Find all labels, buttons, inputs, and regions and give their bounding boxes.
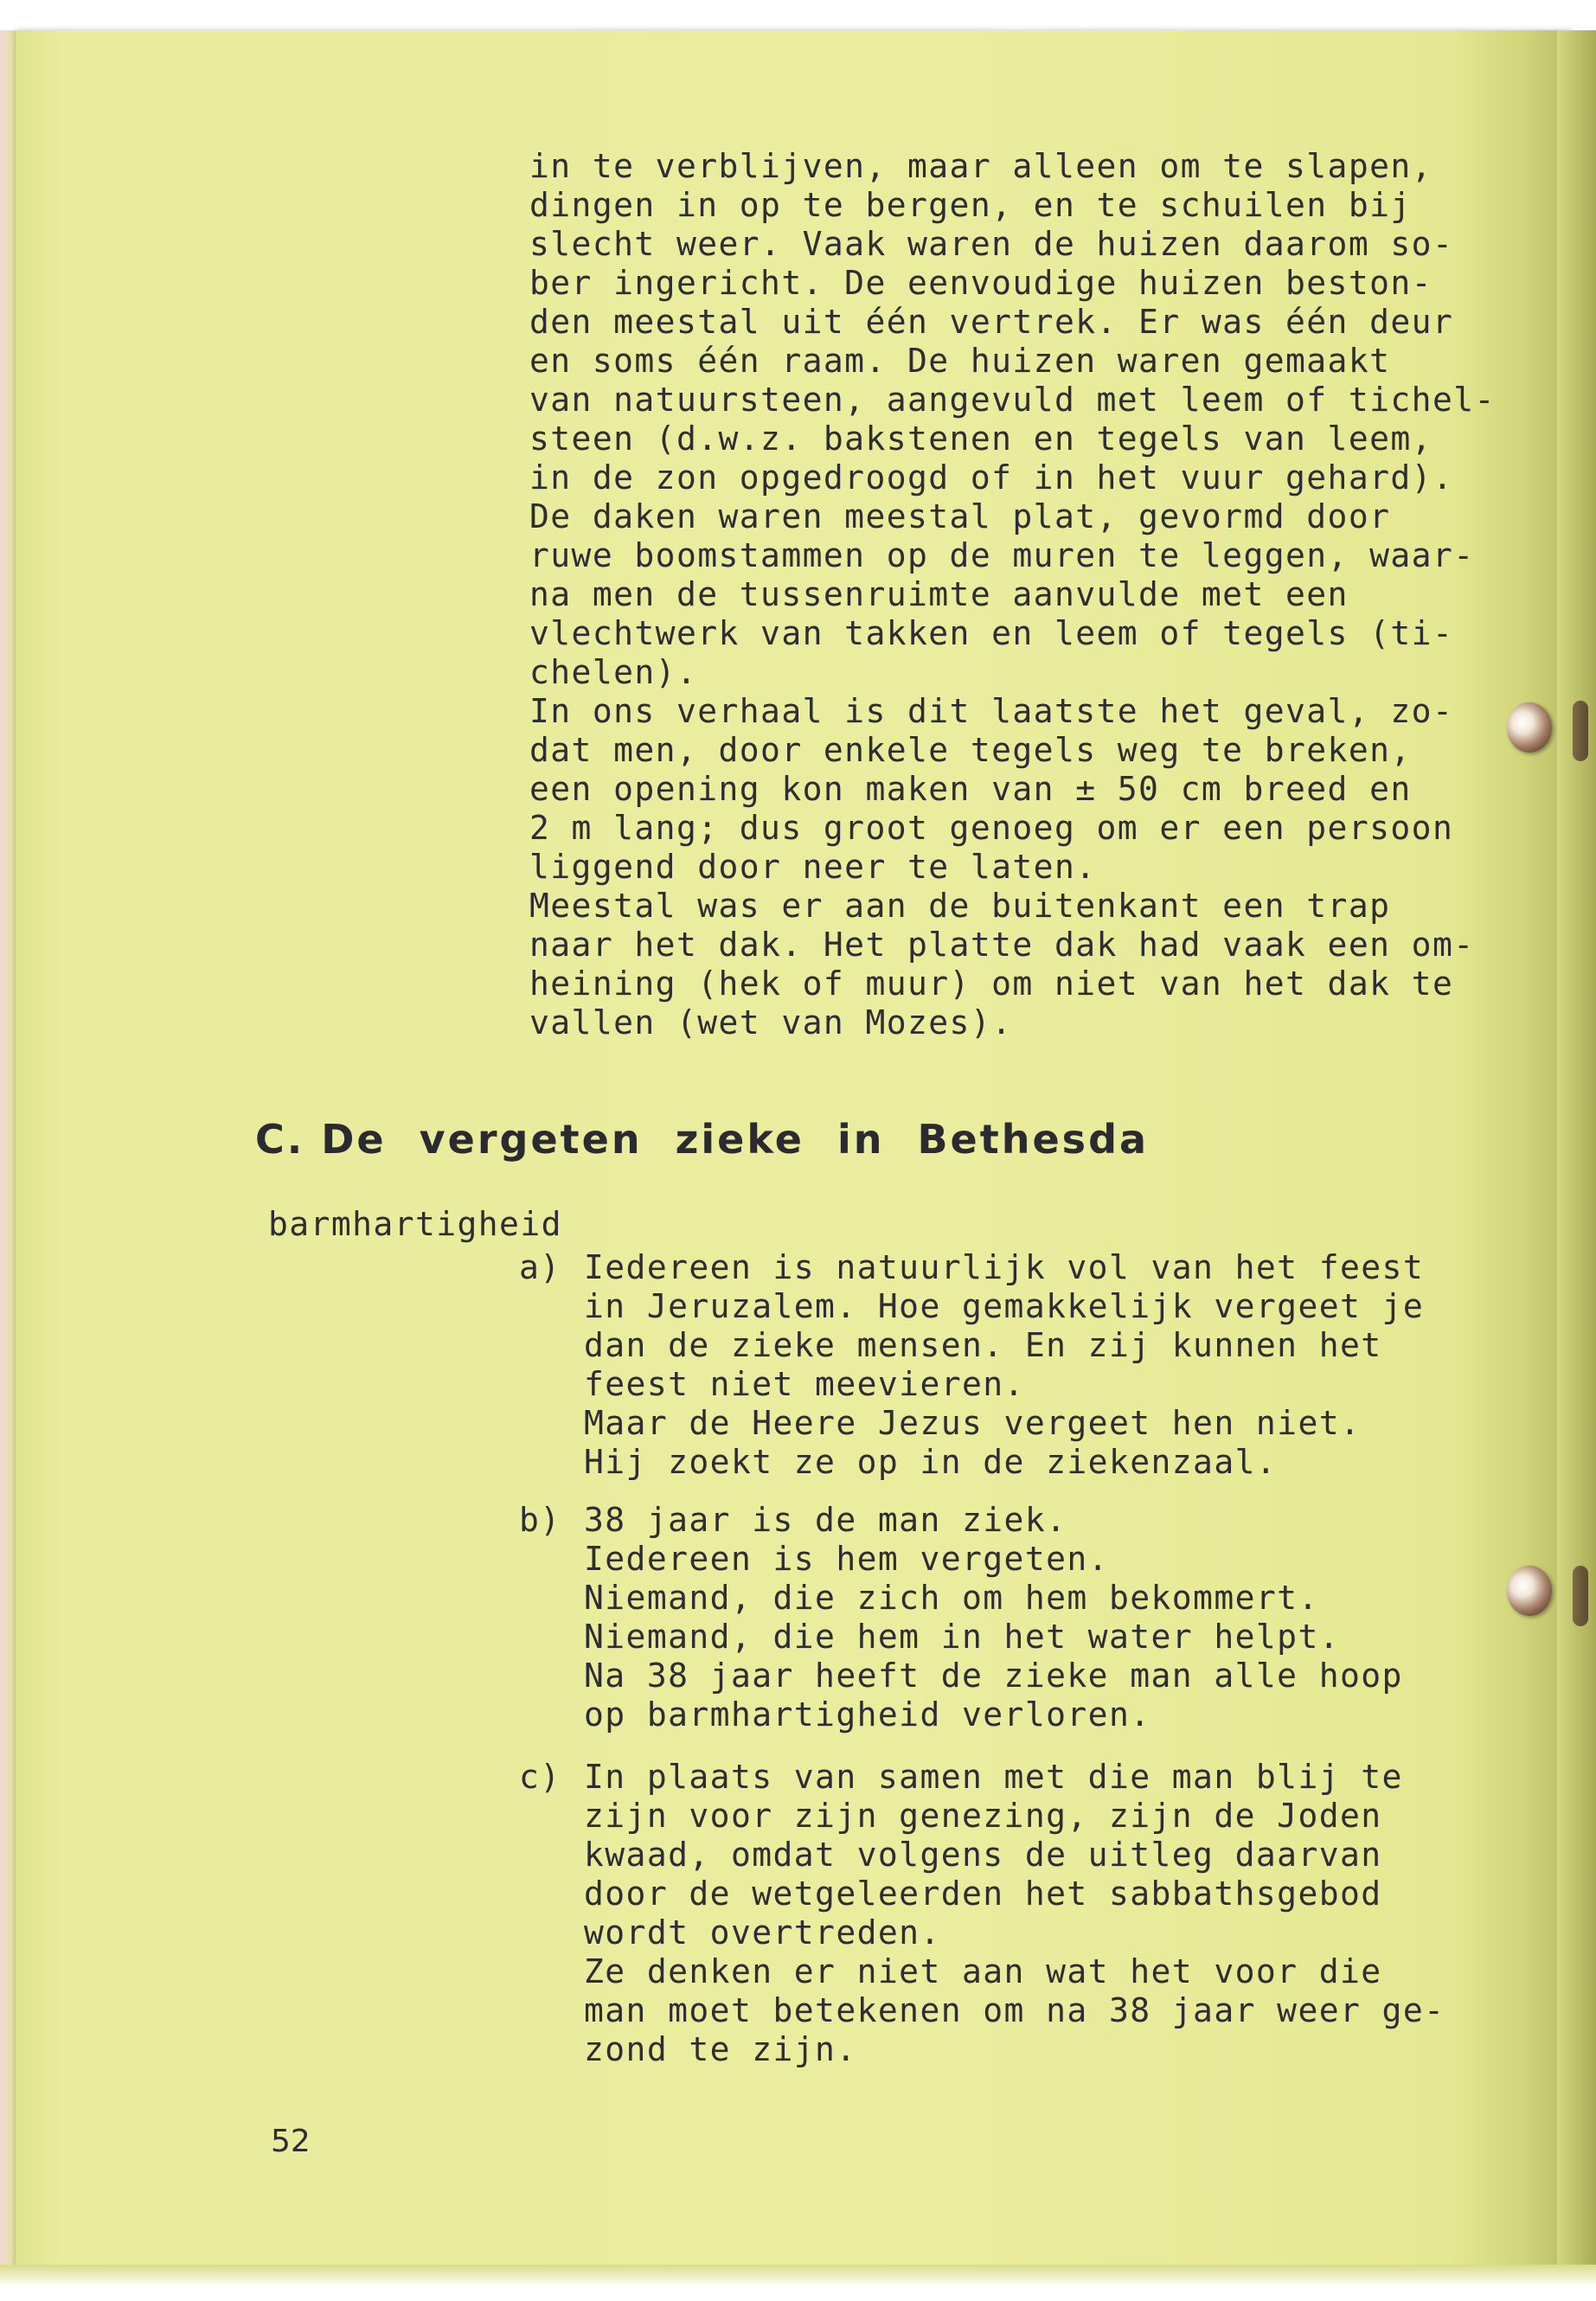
list-item-line: man moet betekenen om na 38 jaar weer ge- <box>584 1991 1445 2029</box>
list-item-line: zijn voor zijn genezing, zijn de Joden <box>584 1797 1382 1835</box>
list-item-line: kwaad, omdat volgens de uitleg daarvan <box>584 1836 1382 1874</box>
list-item-text <box>584 1248 1424 1482</box>
body-line: een opening kon maken van ± 50 cm breed en <box>529 770 1412 808</box>
binder-ring-shadow <box>1573 701 1588 761</box>
list-item-line: wordt overtreden. <box>584 1913 941 1952</box>
binder-ring-icon <box>1507 1566 1552 1616</box>
list-item-line: door de wetgeleerden het sabbathsgebod <box>584 1875 1382 1913</box>
body-line: In ons verhaal is dit laatste het geval, zo- <box>529 692 1454 730</box>
margin-note: barmhartigheid <box>268 1205 562 1243</box>
list-item-text <box>584 1501 1403 1734</box>
right-page-edge <box>1557 30 1596 2266</box>
body-line: heining (hek of muur) om niet van het dak te <box>529 965 1454 1003</box>
binder-ring-shadow <box>1573 1566 1588 1626</box>
list-item-line: in Jeruzalem. Hoe gemakkelijk vergeet je <box>584 1287 1425 1325</box>
body-line: steen (d.w.z. bakstenen en tegels van leem, <box>529 420 1433 458</box>
body-line: ber ingericht. De eenvoudige huizen beston- <box>529 264 1433 302</box>
list-item-label: b) <box>519 1501 561 1539</box>
list-item-line: Hij zoekt ze op in de ziekenzaal. <box>584 1443 1278 1481</box>
page-number: 52 <box>271 2124 311 2159</box>
body-line: in te verblijven, maar alleen om te slapen, <box>529 147 1433 185</box>
body-line: liggend door neer te laten. <box>529 848 1097 886</box>
list-item-line: dan de zieke mensen. En zij kunnen het <box>584 1326 1382 1364</box>
body-paragraph <box>529 147 1496 1042</box>
list-item-text <box>584 1758 1445 2069</box>
body-line: dat men, door enkele tegels weg te breken, <box>529 731 1412 769</box>
body-line: dingen in op te bergen, en te schuilen bij <box>529 186 1412 224</box>
list-item-line: In plaats van samen met die man blij te <box>584 1758 1403 1796</box>
list-item-line: Na 38 jaar heeft de zieke man alle hoop <box>584 1657 1403 1695</box>
list-item-line: Niemand, die hem in het water helpt. <box>584 1618 1341 1656</box>
body-line: vallen (wet van Mozes). <box>529 1003 1013 1042</box>
list-item-label: c) <box>519 1758 561 1796</box>
list-item-line: Iedereen is hem vergeten. <box>584 1540 1109 1578</box>
list-item-line: 38 jaar is de man ziek. <box>584 1501 1067 1539</box>
body-line: den meestal uit één vertrek. Er was één deur <box>529 303 1454 341</box>
list-item-line: Maar de Heere Jezus vergeet hen niet. <box>584 1404 1362 1442</box>
list-item-line: Ze denken er niet aan wat het voor die <box>584 1952 1382 1990</box>
binder-ring-icon <box>1507 702 1552 753</box>
body-line: van natuursteen, aangevuld met leem of tichel- <box>529 381 1496 419</box>
body-line: chelen). <box>529 653 698 691</box>
body-line: De daken waren meestal plat, gevormd door <box>529 497 1391 535</box>
list-item-line: zond te zijn. <box>584 2030 857 2068</box>
body-line: na men de tussenruimte aanvulde met een <box>529 575 1349 613</box>
body-line: Meestal was er aan de buitenkant een trap <box>529 887 1391 925</box>
list-item-line: Iedereen is natuurlijk vol van het feest <box>584 1248 1425 1286</box>
list-item-line: feest niet meevieren. <box>584 1365 1025 1403</box>
body-line: naar het dak. Het platte dak had vaak een om- <box>529 926 1475 964</box>
body-line: en soms één raam. De huizen waren gemaakt <box>529 342 1391 380</box>
body-line: in de zon opgedroogd of in het vuur gehard). <box>529 458 1454 497</box>
body-line: ruwe boomstammen op de muren te leggen, waar- <box>529 536 1475 574</box>
list-item-line: Niemand, die zich om hem bekommert. <box>584 1579 1319 1617</box>
body-line: slecht weer. Vaak waren de huizen daarom so- <box>529 225 1454 263</box>
body-line: vlechtwerk van takken en leem of tegels (ti- <box>529 614 1454 652</box>
list-item-line: op barmhartigheid verloren. <box>584 1695 1151 1734</box>
list-item-label: a) <box>519 1248 561 1286</box>
bottom-page-edge <box>0 2265 1596 2301</box>
section-heading: C. De vergeten zieke in Bethesda <box>255 1116 1150 1163</box>
body-line: 2 m lang; dus groot genoeg om er een persoon <box>529 809 1454 847</box>
